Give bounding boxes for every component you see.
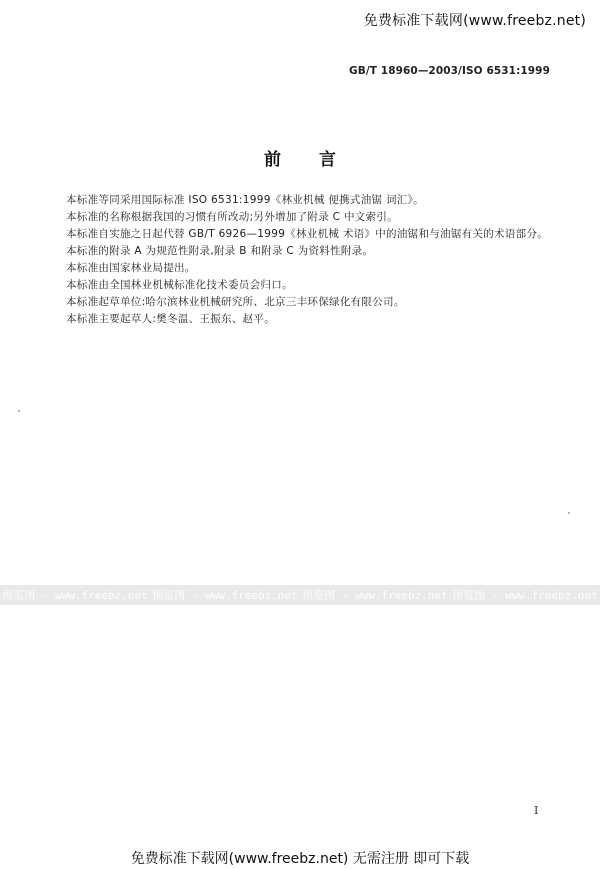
watermark-text: 预览图 - www.freebz.net — [302, 589, 448, 602]
paragraph-committee: 本标准由全国林业机械标准化技术委员会归口。 — [66, 279, 293, 291]
watermark-text: 预览图 - www.freebz.net — [152, 589, 298, 602]
page-number: I — [534, 804, 539, 817]
footer-banner: 免费标准下载网(www.freebz.net) 无需注册 即可下载 — [130, 851, 470, 867]
paragraph-annexes: 本标准的附录 A 为规范性附录,附录 B 和附录 C 为资料性附录。 — [66, 245, 374, 257]
standard-number: GB/T 18960—2003/ISO 6531:1999 — [349, 65, 550, 77]
scan-speck — [18, 410, 20, 412]
scan-speck — [568, 512, 570, 514]
paragraph-name-change: 本标准的名称根据我国的习惯有所改动;另外增加了附录 C 中文索引。 — [66, 211, 398, 223]
watermark-text: 预览图 - www.freebz.net — [2, 589, 148, 602]
preview-watermark-strip — [0, 585, 600, 605]
paragraph-proposer: 本标准由国家林业局提出。 — [66, 262, 196, 274]
page-title: 前 言 — [264, 150, 352, 170]
site-banner: 免费标准下载网(www.freebz.net) — [363, 13, 586, 29]
paragraph-adoption: 本标准等同采用国际标准 ISO 6531:1999《林业机械 便携式油锯 词汇》。 — [66, 194, 424, 206]
foreword-body — [50, 192, 555, 328]
paragraph-replacement: 本标准自实施之日起代替 GB/T 6926—1999《林业机械 术语》中的油锯和与油锯有关的术语部分。 — [66, 228, 549, 240]
watermark-text: 预览图 - www.freebz.net — [452, 589, 598, 602]
paragraph-drafting-units: 本标准起草单位:哈尔滨林业机械研究所、北京三丰环保绿化有限公司。 — [66, 296, 405, 308]
paragraph-drafters: 本标准主要起草人:樊冬温、王振东、赵平。 — [66, 313, 276, 325]
